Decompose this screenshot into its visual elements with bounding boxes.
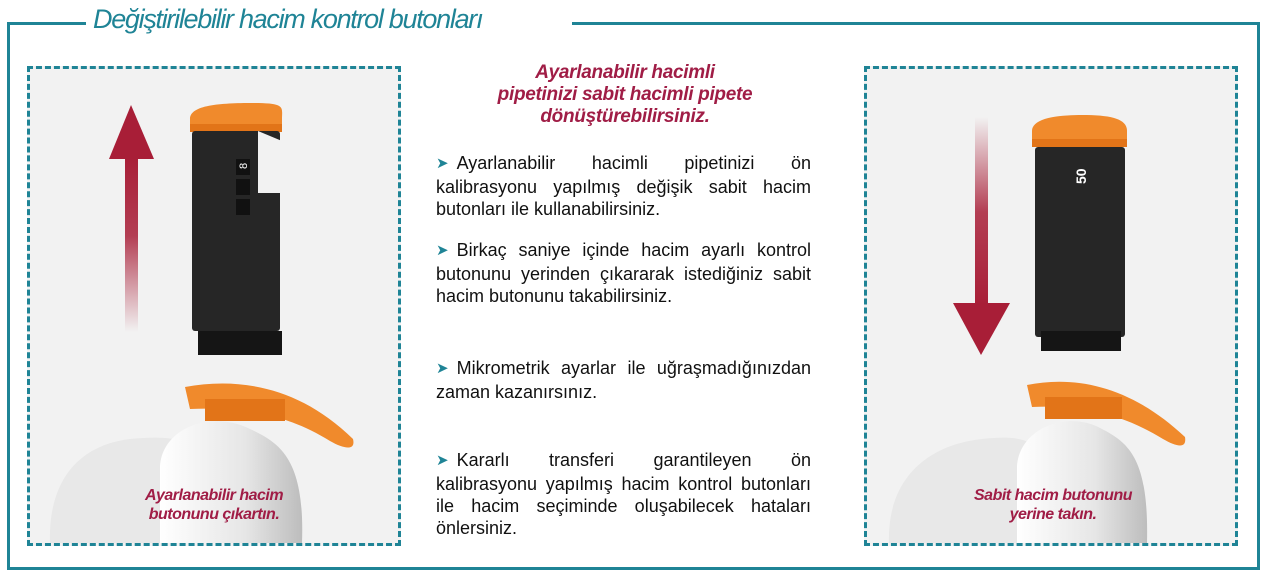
arrow-down-icon [953, 117, 1010, 355]
left-illustration-panel [27, 66, 401, 546]
chevron-right-icon: ➤ [436, 360, 449, 377]
bullet-item: ➤ Kararlı transferi garantileyen ön kalibrasyonu yapılmış hacim kontrol butonları ile hacim seçiminde oluşabilecek hataları önlersiniz. [436, 450, 811, 538]
arrow-up-icon [109, 105, 154, 332]
left-caption: Ayarlanabilir hacim butonunu çıkartın. [144, 487, 284, 523]
chevron-right-icon: ➤ [436, 242, 449, 259]
right-caption: Sabit hacim butonunu yerine takın. [974, 487, 1132, 523]
insert-button-illustration [867, 69, 1235, 543]
fixed-volume-label: 50 [1073, 168, 1089, 184]
volume-button [190, 103, 282, 355]
counter-digit: 8 [238, 162, 250, 169]
fixed-volume-button [1032, 115, 1127, 351]
bullet-item: ➤ Ayarlanabilir hacimli pipetinizi ön kalibrasyonu yapılmış değişik sabit hacim butonları ile kullanabilirsiniz. [436, 153, 811, 219]
remove-button-illustration [30, 69, 398, 543]
page-title: Değiştirilebilir hacim kontrol butonları [93, 4, 483, 34]
bullet-item: ➤ Birkaç saniye içinde hacim ayarlı kontrol butonunu yerinden çıkararak istediğiniz sabit hacim butonunu takabilirsiniz. [436, 240, 811, 306]
bullet-item: ➤ Mikrometrik ayarlar ile uğraşmadığınızdan zaman kazanırsınız. [436, 358, 811, 402]
chevron-right-icon: ➤ [436, 452, 449, 469]
center-heading: Ayarlanabilir hacimli pipetinizi sabit hacimli pipete dönüştürebilirsiniz. [497, 62, 753, 127]
right-illustration-panel [864, 66, 1238, 546]
chevron-right-icon: ➤ [436, 155, 449, 172]
